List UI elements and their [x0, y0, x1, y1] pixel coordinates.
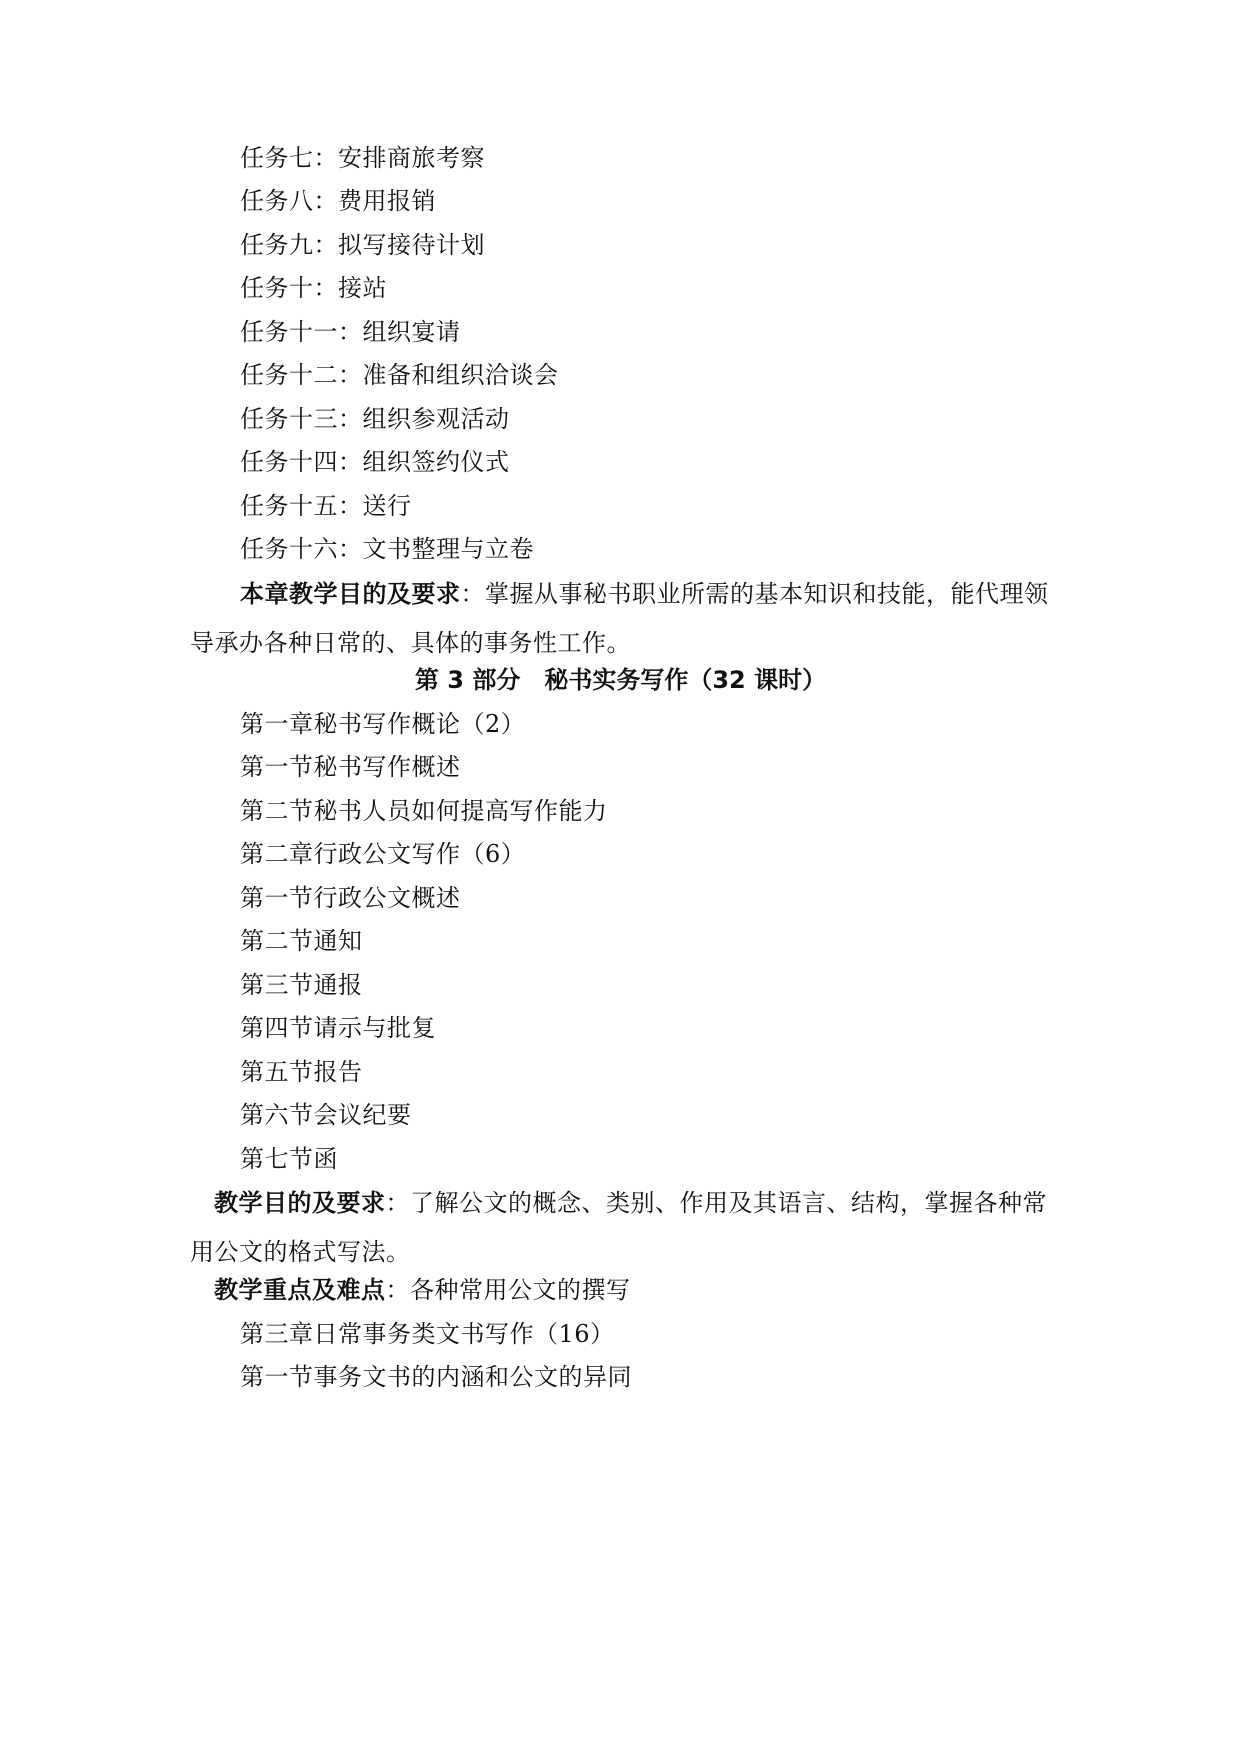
outline-item: 第三节通报	[240, 971, 363, 999]
task-item: 任务十四：组织签约仪式	[240, 448, 510, 476]
chapter-goal-label: 本章教学目的及要求	[240, 580, 461, 608]
outline-item: 第一节事务文书的内涵和公文的异同	[240, 1363, 632, 1391]
key-points-text: ：各种常用公文的撰写	[385, 1276, 631, 1304]
teaching-goal-text: ：了解公文的概念、类别、作用及其语言、结构，掌握各种常用公文的格式写法。	[190, 1189, 1047, 1266]
chapter-goal-paragraph	[190, 570, 1062, 668]
task-item: 任务七：安排商旅考察	[240, 144, 485, 172]
outline-item: 第七节函	[240, 1145, 338, 1173]
chapter-goal-text: ：掌握从事秘书职业所需的基本知识和技能，能代理领导承办各种日常的、具体的事务性工作。	[190, 580, 1049, 657]
outline-item: 第一章秘书写作概论（2）	[240, 710, 526, 738]
task-item: 任务十：接站	[240, 274, 387, 302]
task-item: 任务八：费用报销	[240, 187, 436, 215]
key-points-line	[214, 1275, 631, 1305]
task-item: 任务十六：文书整理与立卷	[240, 535, 534, 563]
outline-item: 第一节行政公文概述	[240, 884, 461, 912]
task-item: 任务九：拟写接待计划	[240, 231, 485, 259]
part-heading: 第 3 部分 秘书实务写作（32 课时）	[414, 666, 827, 694]
outline-item: 第五节报告	[240, 1058, 363, 1086]
outline-item: 第一节秘书写作概述	[240, 753, 461, 781]
outline-item: 第二章行政公文写作（6）	[240, 840, 526, 868]
teaching-goal-label: 教学目的及要求	[214, 1189, 386, 1217]
outline-item: 第六节会议纪要	[240, 1101, 412, 1129]
outline-item: 第三章日常事务类文书写作（16）	[240, 1320, 615, 1348]
outline-item: 第二节通知	[240, 927, 363, 955]
task-item: 任务十三：组织参观活动	[240, 405, 510, 433]
outline-item: 第二节秘书人员如何提高写作能力	[240, 797, 608, 825]
task-item: 任务十一：组织宴请	[240, 318, 461, 346]
key-points-label: 教学重点及难点	[214, 1276, 386, 1304]
task-item: 任务十五：送行	[240, 492, 412, 520]
outline-item: 第四节请示与批复	[240, 1014, 436, 1042]
teaching-goal-paragraph	[190, 1179, 1062, 1277]
task-item: 任务十二：准备和组织洽谈会	[240, 361, 559, 389]
